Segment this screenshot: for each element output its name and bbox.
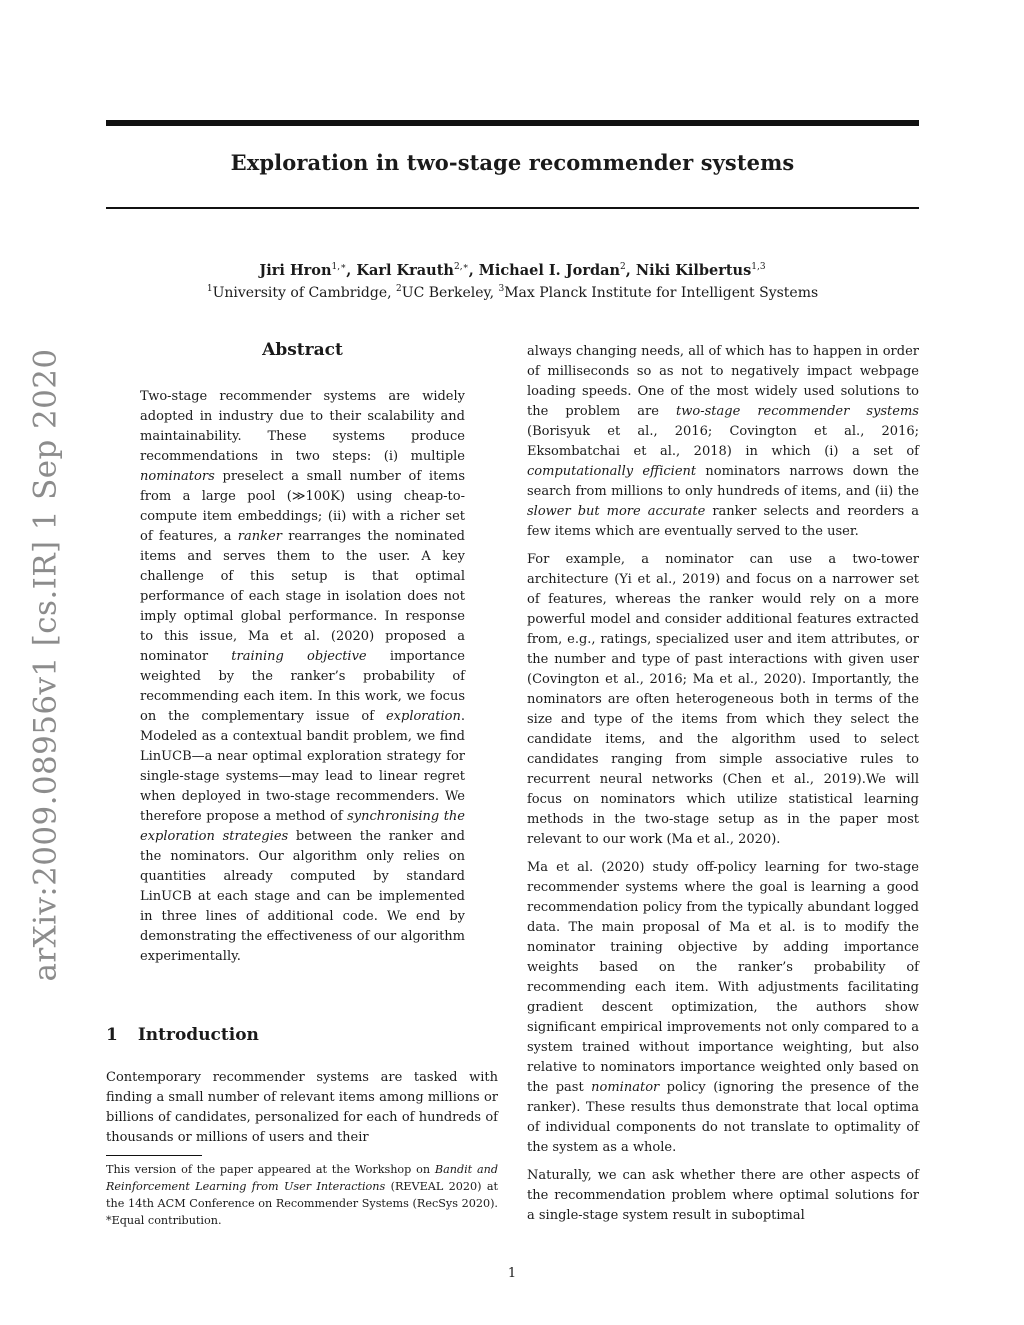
author: Niki Kilbertus$^{1,3}$	[635, 262, 766, 279]
body-paragraph: Ma et al. (2020) study off-policy learning for two-stage recommender systems where the goal is learning a good recommendation policy from the typically abundant logged data. The main proposal of Ma et al. is to modify the nominator training objective by adding importance weights based on the ranker’s probability of recommending each item. With adjustments facilitating gradient descent optimization, the authors show significant empirical improvements not only compared to a system trained without importance weighting, but also relative to nominators importance weighted only based on the past nominator policy (ignoring the presence of the ranker). These results thus demonstrate that local optima of individual components do not translate to optimality of the system as a whole.	[527, 860, 919, 1155]
author: Jiri Hron$^{1,∗}$	[259, 262, 347, 279]
intro-paragraph: Contemporary recommender systems are tasked with finding a small number of relevant items among millions or billions of candidates, personalized for each of hundreds of thousands or millions of users and their	[106, 1070, 498, 1145]
section-number: 1	[106, 1025, 118, 1045]
footnote: This version of the paper appeared at the Workshop on Bandit and Reinforcement Learning from User Interactions (REVEAL 2020) at the 14th ACM Conference on Recommender Systems (RecSys 2020). *Equal contribution.	[106, 1163, 498, 1227]
footnote-rule	[106, 1155, 202, 1156]
author: Karl Krauth$^{2,∗}$	[356, 262, 469, 279]
top-rule-thick	[106, 120, 919, 126]
paper-title: Exploration in two-stage recommender systems	[230, 150, 795, 175]
body-paragraph: For example, a nominator can use a two-tower architecture (Yi et al., 2019) and focus on a narrower set of features, whereas the ranker would rely on a more powerful model and consider additional features extracted from, e.g., ratings, specialized user and item attributes, or the number and type of past interactions with given user (Covington et al., 2016; Ma et al., 2020). Importantly, the nominators are often heterogeneous both in terms of the size and type of the items from which they select the candidate items, and the algorithm used to select candidates ranging from simple associative rules to recurrent neural networks (Chen et al., 2019).We will focus on nominators which utilize statistical learning methods in the two-stage setup as in the paper most relevant to our work (Ma et al., 2020).	[527, 552, 919, 847]
affiliation-list: $^1$University of Cambridge, $^2$UC Berkeley, $^3$Max Planck Institute for Intelligent Systems	[206, 284, 819, 301]
affiliation: $^3$Max Planck Institute for Intelligent Systems	[498, 284, 819, 301]
abstract-heading: Abstract	[262, 340, 343, 360]
affiliation: $^2$UC Berkeley	[396, 284, 490, 301]
affiliation: $^1$University of Cambridge	[206, 284, 388, 301]
arxiv-stamp: arXiv:2009.08956v1 [cs.IR] 1 Sep 2020	[27, 348, 63, 982]
body-paragraph: always changing needs, all of which has to happen in order of milliseconds so as not to negatively impact webpage loading speeds. One of the most widely used solutions to the problem are two-stage recommender systems (Borisyuk et al., 2016; Covington et al., 2016; Eksombatchai et al., 2018) in which (i) a set of computationally efficient nominators narrows down the search from millions to only hundreds of items, and (ii) the slower but more accurate ranker selects and reorders a few items which are eventually served to the user.	[527, 344, 919, 539]
right-column	[527, 342, 919, 1234]
body-paragraph: Naturally, we can ask whether there are other aspects of the recommendation problem where optimal solutions for a single-stage system result in suboptimal	[527, 1168, 919, 1223]
section-heading	[106, 1025, 259, 1045]
title-rule	[106, 207, 919, 209]
section-title: Introduction	[137, 1025, 259, 1045]
page-number: 1	[507, 1266, 517, 1281]
author: Michael I. Jordan$^2$	[478, 262, 626, 279]
author-list: Jiri Hron$^{1,∗}$, Karl Krauth$^{2,∗}$, Michael I. Jordan$^2$, Niki Kilbertus$^{1,3}$	[259, 262, 766, 279]
arxiv-identifier	[20, 348, 70, 982]
abstract-body: Two-stage recommender systems are widely adopted in industry due to their scalability and maintainability. These systems produce recommendations in two steps: (i) multiple nominators preselect a small number of items from a large pool (≫100K) using cheap-to-compute item embeddings; (ii) with a richer set of features, a ranker rearranges the nominated items and serves them to the user. A key challenge of this setup is that optimal performance of each stage in isolation does not imply optimal global performance. In response to this issue, Ma et al. (2020) proposed a nominator training objective importance weighted by the ranker’s probability of recommending each item. In this work, we focus on the complementary issue of exploration. Modeled as a contextual bandit problem, we find LinUCB—a near optimal exploration strategy for single-stage systems—may lead to linear regret when deployed in two-stage recommenders. We therefore propose a method of synchronising the exploration strategies between the ranker and the nominators. Our algorithm only relies on quantities already computed by standard LinUCB at each stage and can be implemented in three lines of additional code. We end by demonstrating the effectiveness of our algorithm experimentally.	[140, 389, 466, 964]
